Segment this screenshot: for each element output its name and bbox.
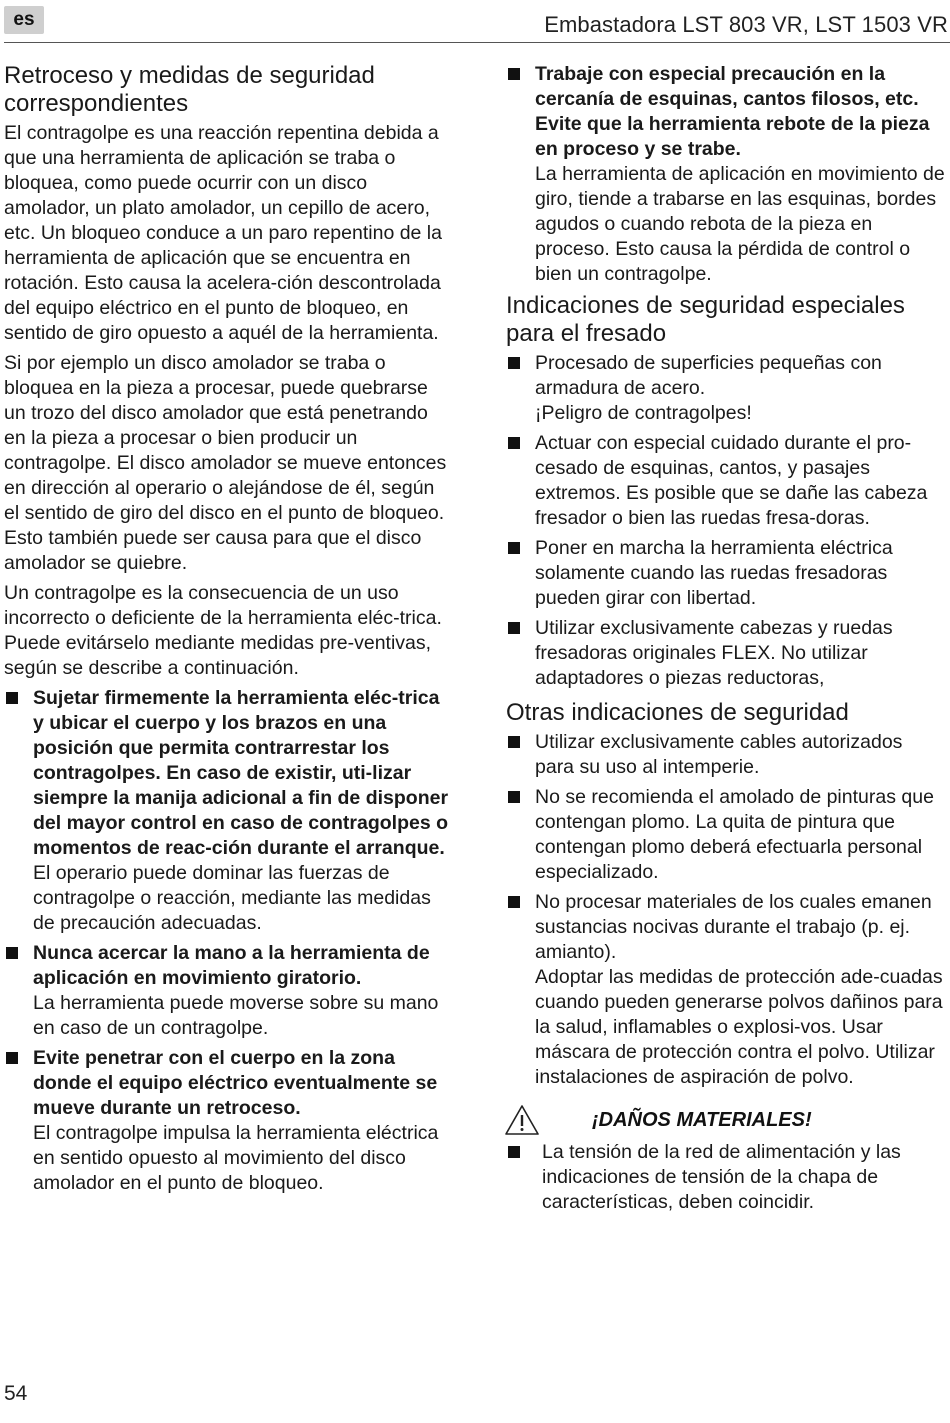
bullet-avoid-zone <box>4 1046 454 1196</box>
bullet-text: Poner en marcha la herramienta eléctrica solamente cuando las ruedas fresadoras pueden girar con libertad. <box>535 537 893 609</box>
bullet-square-icon <box>508 791 520 803</box>
bullet-text: El contragolpe impulsa la herramienta eléctrica en sentido opuesto al movimiento del disco amolador en el punto de bloqueo. <box>33 1122 439 1194</box>
bullet-milling-small-surfaces <box>506 351 946 426</box>
language-badge: es <box>4 6 44 34</box>
bullet-bold-text: Nunca acercar la mano a la herramienta de aplicación en movimiento giratorio. <box>33 942 430 989</box>
bullet-square-icon <box>508 357 520 369</box>
bullet-text: Procesado de superficies pequeñas con armadura de acero. <box>535 352 882 399</box>
section-title-kickback: Retroceso y medidas de seguridad correspondientes <box>4 62 375 117</box>
bullet-square-icon <box>508 896 520 908</box>
bullet-text: La herramienta puede moverse sobre su mano en caso de un contragolpe. <box>33 992 439 1039</box>
bullet-text: No procesar materiales de los cuales emanen sustancias nocivas durante el trabajo (p. ej. amianto). <box>535 891 932 963</box>
bullet-other-harmful-materials <box>506 890 946 1090</box>
header-divider <box>4 42 950 43</box>
left-column <box>4 62 454 1201</box>
bullet-keep-hand-away <box>4 941 454 1041</box>
bullet-corners-caution <box>506 62 946 287</box>
bullet-square-icon <box>508 736 520 748</box>
bullet-other-cables <box>506 730 946 780</box>
paragraph-kickback-example: Si por ejemplo un disco amolador se traba o bloquea en la pieza a procesar, puede quebrarse un trozo del disco amolador que está penetrando en la pieza a procesar o bien producir un contragolpe. El disco amolador se mueve entonces en dirección al operario o alejándose de él, según el sentido de giro del disco en el punto de bloqueo. <box>4 352 447 524</box>
bullet-square-icon <box>508 68 520 80</box>
bullet-bold-text: Evite penetrar con el cuerpo en la zona donde el equipo eléctrico eventualmente se mueve durante un retroceso. <box>33 1047 438 1119</box>
bullet-warning-voltage <box>506 1140 946 1215</box>
page-number: 54 <box>4 1382 28 1405</box>
bullet-text-warning: ¡Peligro de contragolpes! <box>535 402 752 424</box>
section-title-other: Otras indicaciones de seguridad <box>506 699 849 726</box>
bullet-bold-text: Trabaje con especial precaución en la cercanía de esquinas, cantos filosos, etc. Evite que la herramienta rebote de la pieza en proceso y se trabe. <box>535 63 930 160</box>
bullet-text: Utilizar exclusivamente cables autorizados para su uso al intemperie. <box>535 731 903 778</box>
bullet-other-lead-paint <box>506 785 946 885</box>
warning-triangle-icon <box>504 1104 540 1136</box>
bullet-square-icon <box>508 437 520 449</box>
bullet-text: El operario puede dominar las fuerzas de contragolpe o reacción, mediante las medidas de precaución adecuadas. <box>33 862 431 934</box>
warning-title: ¡DAÑOS MATERIALES! <box>592 1108 812 1131</box>
section-title-milling: Indicaciones de seguridad especiales para el fresado <box>506 292 905 347</box>
bullet-text: No se recomienda el amolado de pinturas que contengan plomo. La quita de pintura que contengan plomo deberá efectuarla personal especializado. <box>535 786 934 883</box>
bullet-text-protection: Adoptar las medidas de protección ade-cuadas cuando pueden generarse polvos dañinos para la salud, inflamables o explosi-vos. Usar máscara de protección contra el polvo. Utilizar instalaciones de aspiración de polvo. <box>535 966 943 1088</box>
bullet-square-icon <box>508 622 520 634</box>
document-title: Embastadora LST 803 VR, LST 1503 VR <box>544 12 948 37</box>
warning-header <box>506 1104 946 1136</box>
paragraph-kickback-cause: Un contragolpe es la consecuencia de un uso incorrecto o deficiente de la herramienta eléc-trica. Puede evitárselo mediante medidas pre-ventivas, según se describe a continuación. <box>4 582 442 679</box>
bullet-square-icon <box>6 1052 18 1064</box>
paragraph-kickback-definition: El contragolpe es una reacción repentina debida a que una herramienta de aplicación se traba o bloquea, como puede ocurrir con un disco amolador, un plato amolador, un cepillo de acero, etc. Un bloqueo conduce a un paro repentino de la herramienta de aplicación que se encuentra en rotación. Esto causa la acelera-ción descontrolada del equipo eléctrico en el punto de bloqueo, en sentido de giro opuesto a aquél de la herramienta. <box>4 122 442 344</box>
bullet-square-icon <box>6 692 18 704</box>
bullet-square-icon <box>508 1146 520 1158</box>
paragraph-disc-break: Esto también puede ser causa para que el disco amolador se quiebre. <box>4 527 422 574</box>
bullet-text: Actuar con especial cuidado durante el pro-cesado de esquinas, cantos, y pasajes extremos. Es posible que se dañe las cabeza fresador o bien las ruedas fresa-doras. <box>535 432 928 529</box>
right-column <box>506 62 946 1220</box>
bullet-text: La herramienta de aplicación en movimiento de giro, tiende a trabarse en las esquinas, bordes agudos o cuando rebota de la pieza en proceso. Esto causa la pérdida de control o bien un contragolpe. <box>535 163 945 285</box>
bullet-bold-text: Sujetar firmemente la herramienta eléc-trica y ubicar el cuerpo y los brazos en una posición que permita contrarrestar los contragolpes. En caso de existir, uti-lizar siempre la manija adicional a fin de disponer del mayor control en caso de contragolpes o momentos de reac-ción durante el arranque. <box>33 687 449 859</box>
bullet-text: Utilizar exclusivamente cabezas y ruedas fresadoras originales FLEX. No utilizar adaptadores o piezas reductoras, <box>535 617 893 689</box>
bullet-milling-original-parts <box>506 616 946 691</box>
bullet-square-icon <box>6 947 18 959</box>
bullet-text: La tensión de la red de alimentación y las indicaciones de tensión de la chapa de características, deben coincidir. <box>542 1141 901 1213</box>
bullet-hold-tool <box>4 686 454 936</box>
bullet-milling-corners <box>506 431 946 531</box>
bullet-square-icon <box>508 542 520 554</box>
bullet-milling-start <box>506 536 946 611</box>
